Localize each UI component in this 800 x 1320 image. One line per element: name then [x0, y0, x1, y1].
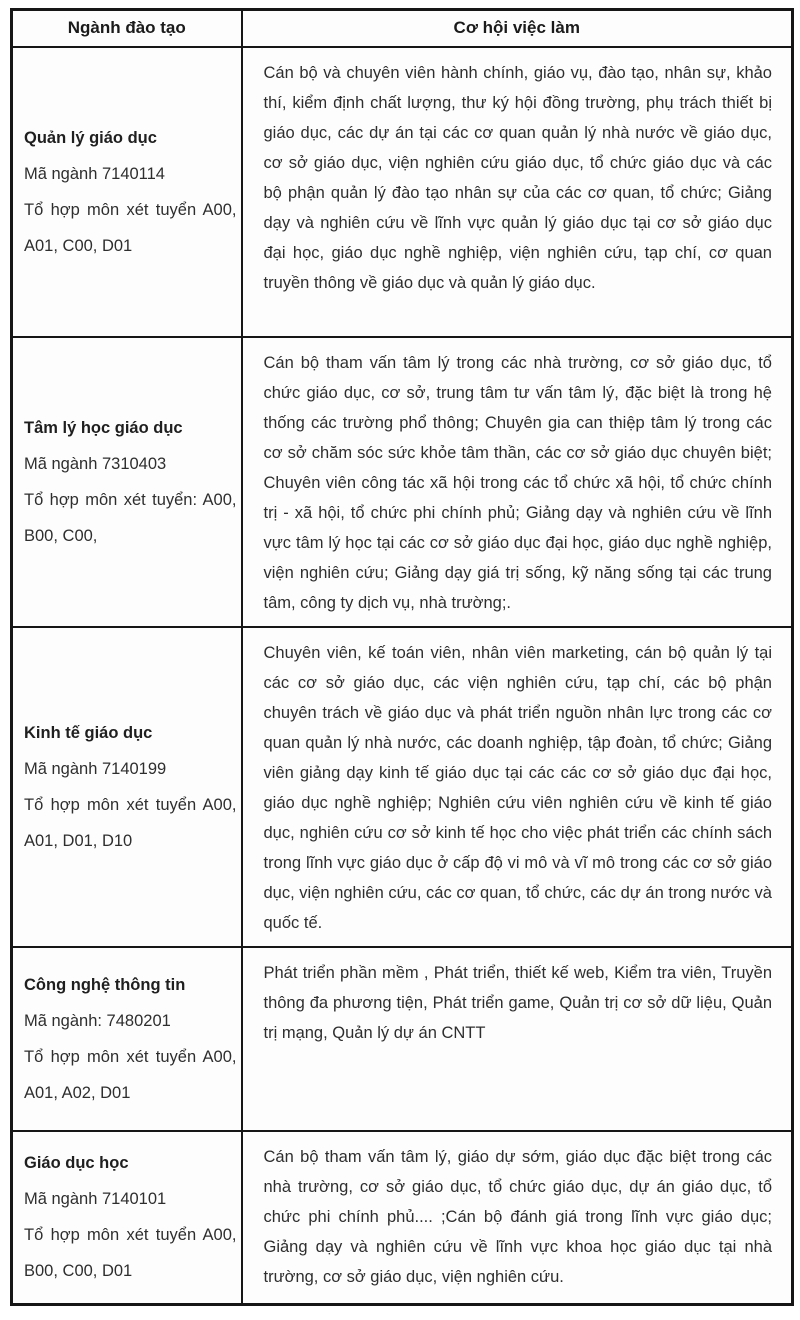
- major-code: Mã ngành 7310403: [24, 454, 167, 473]
- majors-jobs-table: [10, 8, 794, 1306]
- major-code: Mã ngành 7140114: [24, 164, 165, 183]
- major-name: Công nghệ thông tin: [24, 975, 186, 994]
- jobs-text: Cán bộ và chuyên viên hành chính, giáo vụ, đào tạo, nhân sự, khảo thí, kiểm định chất lượng, thư ký hội đồng trường, phụ trách thiết bị giáo dục, các dự án tại các cơ quan quản lý nhà nước về giáo dục, cơ sở giáo dục, viện nghiên cứu giáo dục, tổ chức giáo dục và các bộ phận quản lý đào tạo nhân sự của các cơ quan, tổ chức; Giảng dạy và nghiên cứu về lĩnh vực quản lý giáo dục tại cơ sở giáo dục đại học, giáo dục nghề nghiệp, viện nghiên cứu, tạp chí, cơ quan truyền thông về giáo dục và quản lý giáo dục.: [263, 63, 772, 292]
- major-code: Mã ngành 7140101: [24, 1190, 167, 1209]
- major-code: Mã ngành 7140199: [24, 759, 167, 778]
- major-cell: [12, 1131, 242, 1305]
- column-header-jobs: Cơ hội việc làm: [242, 10, 793, 47]
- table-header-row: [12, 10, 793, 47]
- admission-subjects: Tổ hợp môn xét tuyển A00, B00, C00, D01: [24, 1226, 237, 1281]
- jobs-text: Phát triển phần mềm , Phát triển, thiết kế web, Kiểm tra viên, Truyền thông đa phương tiện, Phát triển game, Quản trị cơ sở dữ liệu, Quản trị mạng, Quản lý dự án CNTT: [263, 963, 772, 1042]
- column-header-major: Ngành đào tạo: [12, 10, 242, 47]
- jobs-cell: [242, 337, 793, 627]
- table-row: [12, 947, 793, 1131]
- table-row: [12, 627, 793, 947]
- major-name: Kinh tế giáo dục: [24, 723, 153, 742]
- admission-subjects: Tổ hợp môn xét tuyển A00, A01, C00, D01: [24, 200, 237, 255]
- major-name: Giáo dục học: [24, 1154, 129, 1173]
- major-name: Quản lý giáo dục: [24, 128, 157, 147]
- major-cell: [12, 337, 242, 627]
- jobs-cell: [242, 627, 793, 947]
- major-code: Mã ngành: 7480201: [24, 1011, 171, 1030]
- table-row: [12, 1131, 793, 1305]
- jobs-text: Cán bộ tham vấn tâm lý, giáo dự sớm, giáo dục đặc biệt trong các nhà trường, cơ sở giáo dục, tổ chức giáo dục, dự án giáo dục, tổ chức phi chính phủ.... ;Cán bộ đánh giá trong lĩnh vực giáo dục; Giảng dạy và nghiên cứu về lĩnh vực khoa học giáo dục tại nhà trường, cơ sở giáo dục, viện nghiên cứu.: [263, 1147, 772, 1286]
- table-row: [12, 47, 793, 337]
- major-cell: [12, 47, 242, 337]
- admission-subjects: Tổ hợp môn xét tuyển A00, A01, D01, D10: [24, 795, 237, 850]
- jobs-cell: [242, 1131, 793, 1305]
- table-row: [12, 337, 793, 627]
- major-cell: [12, 947, 242, 1131]
- jobs-cell: [242, 47, 793, 337]
- major-cell: [12, 627, 242, 947]
- jobs-cell: [242, 947, 793, 1131]
- major-name: Tâm lý học giáo dục: [24, 418, 183, 437]
- admission-subjects: Tổ hợp môn xét tuyển: A00, B00, C00,: [24, 490, 237, 545]
- admission-subjects: Tổ hợp môn xét tuyển A00, A01, A02, D01: [24, 1047, 237, 1102]
- jobs-text: Chuyên viên, kế toán viên, nhân viên marketing, cán bộ quản lý tại các cơ sở giáo dục, các viện nghiên cứu, tạp chí, các bộ phận chuyên trách về giáo dục và phát triển nguồn nhân lực trong các cơ quan quản lý nhà nước, các doanh nghiệp, tập đoàn, tổ chức; Giảng viên giảng dạy kinh tế giáo dục tại các các cơ sở giáo dục đại học, giáo dục nghề nghiệp; Nghiên cứu viên nghiên cứu về kinh tế giáo dục, nghiên cứu cơ sở kinh tế học cho việc phát triển các chính sách trong lĩnh vực giáo dục ở cấp độ vi mô và vĩ mô trong các cơ sở giáo dục, viện nghiên cứu, các cơ quan, tổ chức, các dự án trong nước và quốc tế.: [263, 643, 772, 932]
- jobs-text: Cán bộ tham vấn tâm lý trong các nhà trường, cơ sở giáo dục, tổ chức giáo dục, cơ sở, trung tâm tư vấn tâm lý, đặc biệt là trong hệ thống các trường phổ thông; Chuyên gia can thiệp tâm lý trong các cơ sở chăm sóc sức khỏe tâm thần, các cơ sở giáo dục chuyên biệt; Chuyên viên công tác xã hội trong các tổ chức xã hội, tổ chức chính trị - xã hội, tổ chức phi chính phủ; Giảng dạy và nghiên cứu về lĩnh vực tâm lý học tại các cơ sở giáo dục đại học, giáo dục nghề nghiệp, viện nghiên cứu; Giảng dạy giá trị sống, kỹ năng sống tại các trung tâm, công ty dịch vụ, nhà trường;.: [263, 353, 772, 612]
